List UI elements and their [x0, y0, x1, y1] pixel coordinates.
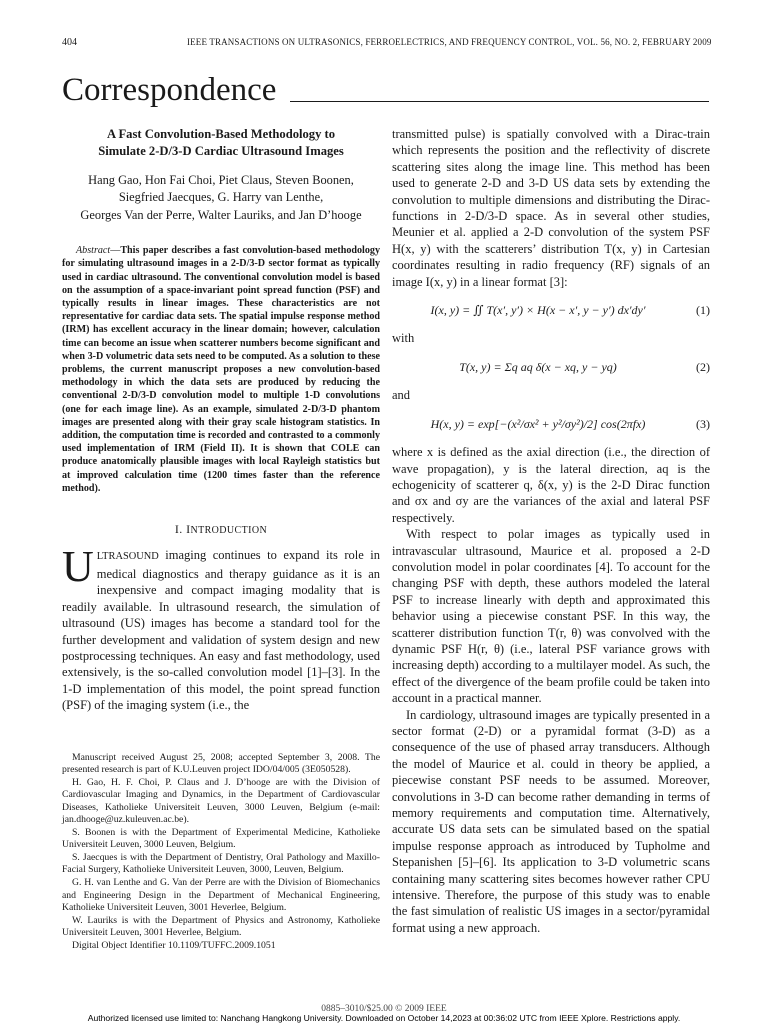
equation-1	[392, 302, 710, 318]
section-title: Correspondence	[62, 72, 277, 108]
abstract: Abstract—This paper describes a fast convolution-based methodology for simulating ultrasound images in a 2-D/3-D sector format as typically used in cardiac ultrasound. The conventional convolution model is based on the assumption of a space-invariant point spread function (PSF) and typically results in linear images. These characteristics are not representative for cardiac data sets. The spatial impulse response method (IRM) has excellent accuracy in the linear domain; however, calculation time can become an issue when scatterer numbers become significant and when 3-D volumetric data sets need to be computed. As a solution to these problems, the current manuscript proposes a new convolution-based methodology in which the data sets are produced by reducing the conventional 2-D/3-D convolution model to multiple 1-D convolutions (one for each image line). As an example, simulated 2-D/3-D phantom images are presented along with their gray scale histogram statistics. In addition, the computation time is recorded and contrasted to a commonly used implementation of IRM (Field II). It is shown that COLE can produce anatomically plausible images with local Rayleigh statistics but at improved calculation time (1200 times faster than the reference method).	[62, 245, 380, 494]
right-column	[392, 126, 710, 936]
equation-2	[392, 359, 710, 375]
author-list: Hang Gao, Hon Fai Choi, Piet Claus, Steven Boonen, Siegfried Jaecques, G. Harry van Lenthe, Georges Van der Perre, Walter Lauriks, and Jan D’hooge	[80, 173, 362, 222]
paragraph: where x is defined as the axial direction (i.e., the direction of wave propagation), y is the lateral direction, aq is the echogenicity of scatterer q, δ(x, y) is the 2-D Dirac function and σx and σy are the variances of the axial and lateral PSF respectively.	[392, 445, 710, 525]
equation-number: (2)	[696, 359, 710, 374]
paper-title: A Fast Convolution-Based Methodology to Simulate 2-D/3-D Cardiac Ultrasound Images	[98, 127, 344, 158]
footnotes	[62, 752, 380, 953]
abstract-text: This paper describes a fast convolution-based methodology for simulating ultrasound images in a 2-D/3-D sector format as typically used in cardiac ultrasound. The conventional convolution model is based on the assumption of a space-invariant point spread function (PSF) and typically results in linear images. These characteristics are not representative for cardiac data sets. The spatial impulse response method (IRM) has excellent accuracy in the linear domain; however, calculation time can become an issue when scatterer numbers become significant and when 3-D volumetric data sets need to be computed. As a solution to these problems, the current manuscript proposes a new convolution-based methodology in which the data sets are produced by reducing the conventional 2-D/3-D convolution model to multiple 1-D convolutions (one for each image line). As an example, simulated 2-D/3-D phantom images are presented along with their gray scale histogram statistics. In addition, the computation time is recorded and contrasted to a commonly used implementation of IRM (Field II). It is shown that COLE can produce anatomically plausible images with local Rayleigh statistics but at improved calculation time (1200 times faster than the reference method).	[62, 245, 380, 494]
footnote: H. Gao, H. F. Choi, P. Claus and J. D’hooge are with the Division of Cardiovascular Imaging and Dynamics, in the Department of Cardiovascular Diseases, Katholieke Universiteit Leuven, 3000 Leuven, Belgium (e-mail: jan.dhooge@uz.kuleuven.ac.be).	[62, 776, 380, 826]
equation-expression: I(x, y) = ∬ T(x′, y′) × H(x − x′, y − y′) dx′dy′	[430, 303, 646, 318]
section-heading-introduction: I. INTRODUCTION	[174, 522, 268, 537]
abstract-label: Abstract	[76, 245, 111, 257]
page-number: 404	[62, 37, 77, 48]
equation-3	[392, 416, 710, 432]
connective-text: with	[392, 331, 415, 346]
issn-price-code: 0885–3010/$25.00 © 2009 IEEE	[321, 1004, 447, 1014]
intro-paragraph: ULTRASOUND imaging continues to expand its role in medical diagnostics and therapy guidance as it is an inexpensive and compact imaging modality that is readily available. In ultrasound research, the simulation of ultrasound (US) images has become a standard tool for the further development and validation of system design and new postprocessing techniques. An easy and fast methodology, used extensively, is the so-called convolution model [1]–[3]. In the 1-D implementation of this model, the point spread function (PSF) of the imaging system (i.e., the	[62, 542, 380, 713]
footnote: S. Boonen is with the Department of Experimental Medicine, Katholieke Universiteit Leuven, 3000 Leuven, Belgium.	[62, 826, 380, 851]
paragraph: With respect to polar images as typically used in intravascular ultrasound, Maurice et al. proposed a 2-D convolution model in polar coordinates [4]. To account for the changing PSF with depth, these authors modeled the lateral PSF to increase linearly with depth and approximated this behavior using a piecewise constant PSF. In this way, the scatterer distribution function T(r, θ) was convolved with the dynamic PSF H(r, θ) (i.e., lateral PSF variance grows with increasing depth) according to a multilayer model. As such, the effect of the divergence of the beam profile could be taken into account in a practical manner.	[392, 527, 710, 706]
footnote: Manuscript received August 25, 2008; accepted September 3, 2008. The presented research is part of K.U.Leuven project IDO/04/005 (3E050528).	[62, 751, 380, 776]
drop-cap: U	[62, 542, 94, 592]
footnote: S. Jaecques is with the Department of Dentistry, Oral Pathology and Maxillo-Facial Surgery, Katholieke Universiteit Leuven, 3000, Leuven, Belgium.	[62, 851, 380, 876]
connective-text: and	[392, 388, 411, 403]
equation-expression: T(x, y) = Σq aq δ(x − xq, y − yq)	[459, 359, 617, 374]
paragraph: transmitted pulse) is spatially convolved with a Dirac-train which represents the position and the reflectivity of discrete scattering sites along the image line. This method has been used to generate 2-D and 3-D US data sets by extending the convolution to multiple dimensions and distributing the Dirac-functions in 2-D/3-D space. As in several other studies, Meunier et al. applied a 2-D convolution of the system PSF H(x, y) with the scatterers’ distribution T(x, y) in Cartesian coordinates resulting in radio frequency (RF) signals of an image I(x, y) in a linear format [3]:	[392, 127, 710, 289]
footnote: Digital Object Identifier 10.1109/TUFFC.2009.1051	[72, 939, 276, 951]
paragraph: In cardiology, ultrasound images are typically presented in a sector format (2-D) or a pyramidal format (3-D) as a consequence of the use of phased array transducers. Although the model of Maurice et al. could in theory be applied, a piecewise constant PSF needs to be assumed. Moreover, convolutions in 3-D can become rather demanding in terms of memory requirements and computation time. Alternatively, accurate US data sets can be simulated based on the spatial impulse response approach as introduced by Tupholme and Stepanishen [5]–[6]. Its application to 3-D volumetric scans containing many scattering sites becomes however rather CPU intensive. Therefore, the purpose of this study was to enable the fast simulation of realistic US images in a sector/pyramidal format using a new approach.	[392, 707, 710, 935]
running-head: IEEE TRANSACTIONS ON ULTRASONICS, FERROELECTRICS, AND FREQUENCY CONTROL, VOL. 56, NO. 2, FEBRUARY 2009	[187, 37, 712, 47]
equation-number: (3)	[696, 416, 710, 431]
equation-number: (1)	[696, 303, 710, 318]
equation-expression: H(x, y) = exp[−(x²/σx² + y²/σy²)/2] cos(2πfx)	[430, 416, 646, 431]
left-column	[62, 126, 380, 952]
title-rule	[290, 101, 709, 102]
footnote: G. H. van Lenthe and G. Van der Perre are with the Division of Biomechanics and Engineering Design in the Department of Mechanical Engineering, Katholieke Universiteit Leuven, 3001 Heverlee, Belgium.	[62, 877, 380, 914]
license-notice: Authorized licensed use limited to: Nanchang Hangkong University. Downloaded on October 14,2023 at 00:36:02 UTC from IEEE Xplore. Restrictions apply.	[87, 1013, 681, 1023]
footnote: W. Lauriks is with the Department of Physics and Astronomy, Katholieke Universiteit Leuven, 3001 Heverlee, Belgium.	[62, 914, 380, 939]
